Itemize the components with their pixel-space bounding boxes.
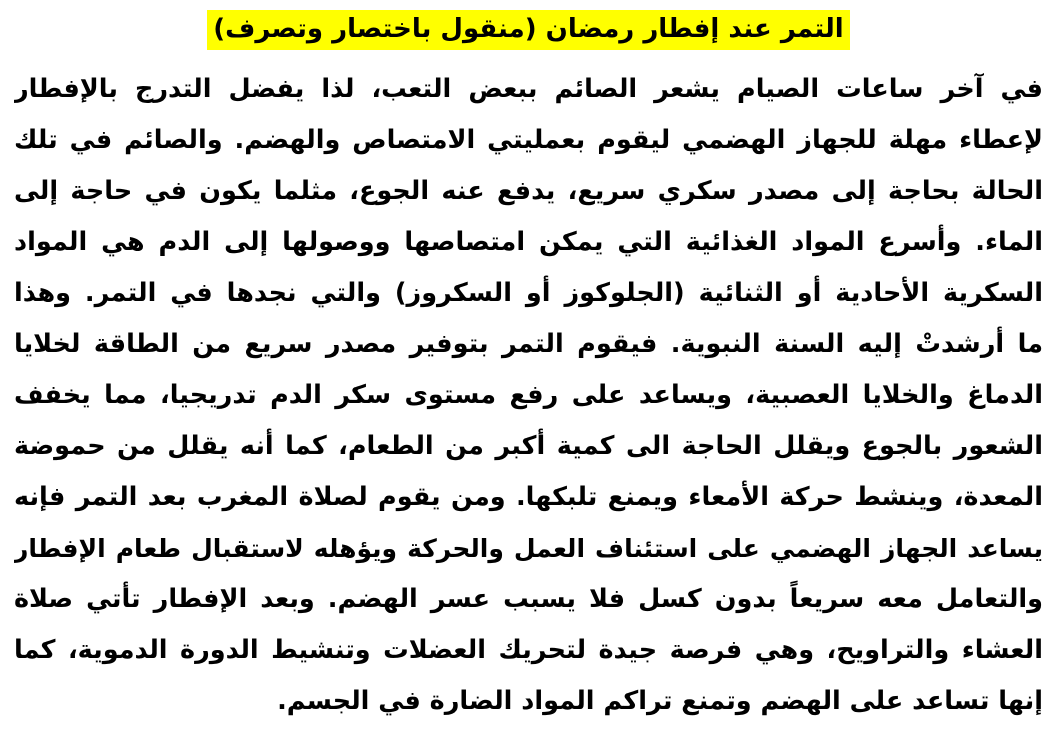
document-title: التمر عند إفطار رمضان (منقول باختصار وتصرف) xyxy=(207,10,849,50)
body-line: المعدة، وينشط حركة الأمعاء ويمنع تلبكها. ومن يقوم لصلاة المغرب بعد التمر فإنه xyxy=(14,482,1043,512)
title-container xyxy=(14,10,1043,50)
body-line: الدماغ والخلايا العصبية، ويساعد على رفع مستوى سكر الدم تدريجيا، مما يخفف xyxy=(14,380,1043,410)
body-line: لإعطاء مهلة للجهاز الهضمي ليقوم بعمليتي الامتصاص والهضم. والصائم في تلك xyxy=(14,125,1043,155)
body-line: الشعور بالجوع ويقلل الحاجة الى كمية أكبر من الطعام، كما أنه يقلل من حموضة xyxy=(14,431,1043,461)
document-body xyxy=(14,64,1043,727)
body-line: الماء. وأسرع المواد الغذائية التي يمكن امتصاصها ووصولها إلى الدم هي المواد xyxy=(14,227,1043,257)
body-line: والتعامل معه سريعاً بدون كسل فلا يسبب عسر الهضم. وبعد الإفطار تأتي صلاة xyxy=(14,584,1043,614)
body-line: يساعد الجهاز الهضمي على استئناف العمل والحركة ويؤهله لاستقبال طعام الإفطار xyxy=(14,534,1043,563)
body-line: العشاء والتراويح، وهي فرصة جيدة لتحريك العضلات وتنشيط الدورة الدموية، كما xyxy=(14,635,1043,665)
body-line: السكرية الأحادية أو الثنائية (الجلوكوز أو السكروز) والتي نجدها في التمر. وهذا xyxy=(14,278,1043,308)
body-line: الحالة بحاجة إلى مصدر سكري سريع، يدفع عنه الجوع، مثلما يكون في حاجة إلى xyxy=(14,176,1043,206)
body-line-last: إنها تساعد على الهضم وتمنع تراكم المواد الضارة في الجسم. xyxy=(277,686,1043,716)
body-line: في آخر ساعات الصيام يشعر الصائم ببعض التعب، لذا يفضل التدرج بالإفطار xyxy=(14,74,1043,104)
body-line: ما أرشدتْ إليه السنة النبوية. فيقوم التمر بتوفير مصدر سريع من الطاقة لخلايا xyxy=(14,329,1043,359)
